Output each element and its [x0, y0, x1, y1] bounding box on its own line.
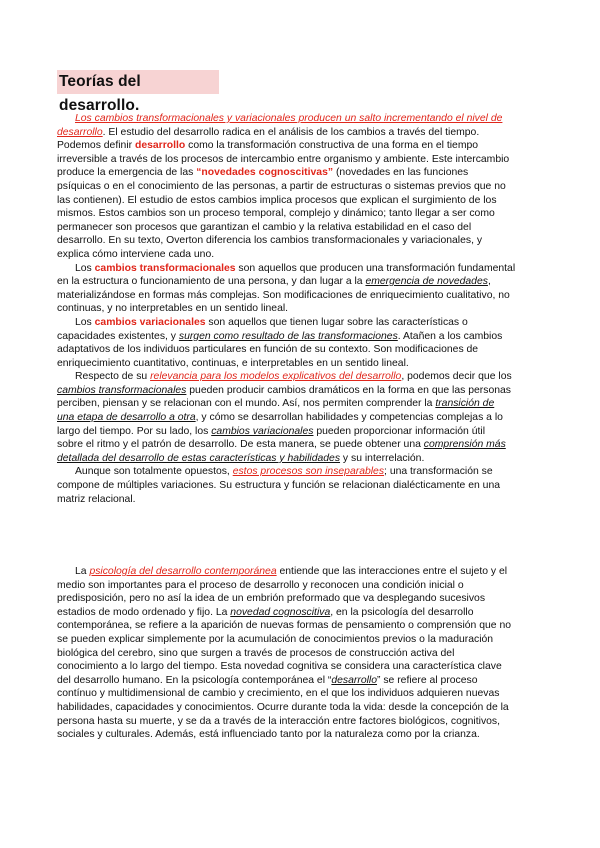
emphasis-underlined: una etapa de desarrollo a otra — [57, 412, 196, 424]
text-run: son aquellos que tienen lugar sobre las características o — [205, 316, 468, 328]
text-run: , — [487, 276, 491, 288]
emphasis-underlined: detallada del desarrollo de estas características y habilidades — [57, 452, 341, 464]
text-run: contínuo y multidimensional de cambio y crecimiento, en el que los individuos adquieren nuevas — [57, 688, 500, 700]
text-run: capacidades existentes, y — [57, 330, 179, 342]
text-run: explica cómo interviene cada uno. — [57, 248, 215, 260]
text-run: mismos. Estos cambios son un proceso temporal, complejo y dinámico; tanto llegar a ser como — [57, 208, 495, 220]
text-run: como la transformación constructiva de una forma en el tiempo — [185, 140, 479, 152]
emphasis-underlined: surgen como resultado de las transformaciones — [178, 330, 398, 342]
text-run: y su interrelación. — [340, 452, 425, 464]
emphasis-underlined: comprensión más — [423, 439, 506, 451]
text-run: continuas, y no interpretables en un sentido lineal. — [57, 303, 289, 315]
text-run: persona hasta su muerte, y se da a través de la interacción entre factores biológicos, cognitivos, — [57, 715, 500, 727]
text-run: conocimiento a lo largo del tiempo. Esta novedad cognitiva se considera una característica clave — [57, 661, 502, 673]
paragraph — [57, 465, 542, 506]
text-run: sobre el ritmo y el patrón de desarrollo. De esta manera, se puede obtener una — [57, 439, 424, 451]
highlight-underlined-red: desarrollo — [57, 126, 103, 138]
highlight-underlined-red: estos procesos son inseparables — [232, 466, 385, 478]
paragraph — [57, 262, 542, 316]
text-line — [57, 579, 542, 593]
emphasis-underlined: transición de — [435, 398, 495, 410]
text-run: La — [75, 566, 90, 577]
text-run: ; una transformación se — [384, 466, 493, 478]
emphasis-underlined: novedad cognoscitiva — [230, 606, 331, 618]
highlight-underlined-red: Los cambios transformacionales y variacionales producen un salto incrementando el nivel de — [75, 113, 503, 124]
text-run: del desarrollo humano. En la psicología contemporánea el “ — [57, 674, 332, 686]
highlight-underlined-red: psicología del desarrollo contemporánea — [89, 566, 277, 577]
text-run: Los — [75, 262, 95, 274]
text-line — [57, 701, 542, 715]
text-line — [57, 633, 542, 647]
text-line — [57, 316, 542, 330]
emphasis-underlined: desarrollo — [331, 674, 378, 686]
text-run: materializándose en formas más complejas. Son modificaciones de enriquecimiento cualitativo, no — [57, 289, 510, 301]
text-line — [57, 275, 542, 289]
text-line — [57, 180, 542, 194]
text-line — [57, 207, 542, 221]
text-run: sociales y culturales. Además, está influenciado tanto por la naturaleza como por la crianza. — [57, 729, 480, 741]
text-line — [57, 302, 542, 316]
text-run: perciben, piensan y se relacionan con el mundo. Así, nos permiten comprender la — [57, 398, 436, 410]
text-line — [57, 330, 542, 344]
text-line — [57, 479, 542, 493]
key-term: desarrollo — [134, 140, 186, 152]
text-run: produce la emergencia de las — [57, 167, 197, 179]
text-run: pueden producir cambios dramáticos en la forma en que las personas — [186, 384, 511, 396]
text-line — [57, 153, 542, 167]
text-run: medio son importantes para el proceso de desarrollo y reconocen una condición inicial o — [57, 579, 464, 591]
section-contemporary-psychology — [57, 565, 542, 742]
text-run: enriquecimiento cuantitativo, continuas, e interpretables en un sentido lineal. — [57, 357, 409, 369]
emphasis-underlined: cambios variacionales — [211, 425, 314, 437]
key-term: cambios variacionales — [94, 316, 206, 328]
text-line — [57, 465, 542, 479]
text-run: Podemos definir — [57, 140, 135, 152]
text-line — [57, 647, 542, 661]
text-run: estadios de modo ordenado y fijo. La — [57, 606, 231, 618]
text-line — [57, 139, 542, 153]
text-run: son aquellos que producen una transformación fundamental — [235, 262, 516, 274]
text-line — [57, 565, 542, 579]
text-line — [57, 660, 542, 674]
text-run: irreversible a través de los procesos de intercambio entre organismo y ambiente. Este intercambio — [57, 153, 510, 165]
text-run: adaptativos de los individuos particulares en función de su contexto. Son modificaciones de — [57, 344, 479, 356]
text-run: en la estructura o funcionamiento de una persona, y dan lugar a la — [57, 276, 366, 288]
text-run: contemporánea, se refiere a la aparición de nuevas formas de pensamiento o comprensión que no — [57, 620, 512, 632]
text-run: Aunque son totalmente opuestos, — [75, 466, 233, 478]
text-line — [57, 674, 542, 688]
text-run: , podemos decir que los — [401, 371, 512, 383]
text-run: pueden proporcionar información útil — [313, 425, 486, 437]
text-line — [57, 221, 542, 235]
emphasis-underlined: emergencia de novedades — [365, 276, 488, 288]
paragraph — [57, 316, 542, 370]
text-line — [57, 592, 542, 606]
text-run: psíquicas o en el conocimiento de las personas, a partir de estructuras o sistemas previos que no — [57, 180, 506, 192]
key-term: “novedades cognoscitivas” — [196, 167, 334, 179]
text-line — [57, 606, 542, 620]
highlight-underlined-red: relevancia para los modelos explicativos del desarrollo — [150, 371, 402, 383]
text-run: . El estudio del desarrollo radica en el análisis de los cambios a través del tiempo. — [102, 126, 480, 138]
text-line — [57, 248, 542, 262]
key-term: cambios transformacionales — [94, 262, 236, 274]
text-line — [57, 262, 542, 276]
paragraph — [57, 112, 542, 262]
text-line — [57, 397, 542, 411]
text-run: Los — [75, 316, 95, 328]
text-line — [57, 289, 542, 303]
text-line — [57, 234, 542, 248]
text-line — [57, 126, 542, 140]
text-run: habilidades, capacidades y conocimientos. Ocurre durante toda la vida: desde la concepción de la — [57, 701, 509, 713]
text-run: compone de múltiples variaciones. Su estructura y función se relacionan dialécticamente en una — [57, 480, 501, 492]
emphasis-underlined: cambios transformacionales — [57, 384, 187, 396]
text-line — [57, 493, 542, 507]
text-run: se pueden explicar simplemente por la acumulación de conocimientos previos o la maduración — [57, 633, 494, 645]
text-run: predisposición, pero no así la idea de un embrión preformado que va desplegando sucesivos — [57, 593, 486, 605]
text-line — [57, 384, 542, 398]
text-run: ” se refiere al proceso — [377, 674, 478, 686]
text-line — [57, 715, 542, 729]
text-line — [57, 357, 542, 371]
text-run: largo del tiempo. Por su lado, los — [57, 425, 212, 437]
page-title: Teorías del desarrollo. — [57, 70, 219, 94]
text-run: . Atañen a los cambios — [397, 330, 503, 342]
text-run: biológica del cerebro, sino que surgen a través de procesos de construcción activa del — [57, 647, 455, 659]
text-line — [57, 166, 542, 180]
text-line — [57, 687, 542, 701]
text-line — [57, 728, 542, 742]
text-run: desarrollo. En su texto, Overton diferencia los cambios transformacionales y variacionales, y — [57, 235, 483, 247]
text-run: permanecer son procesos que garantizan el cambio y la relativa estabilidad en el caso del — [57, 221, 472, 233]
text-run: , y cómo se desarrollan habilidades y competencias complejas a lo — [195, 412, 503, 424]
text-line — [57, 452, 542, 466]
text-line — [57, 619, 542, 633]
text-line — [57, 425, 542, 439]
text-line — [57, 411, 542, 425]
text-run: , en la psicología del desarrollo — [330, 606, 474, 618]
text-run: Respecto de su — [75, 371, 151, 383]
text-line — [57, 438, 542, 452]
text-line — [57, 112, 542, 126]
section-overton-changes — [57, 112, 542, 506]
text-line — [57, 194, 542, 208]
text-run: las contienen). El estudio de estos cambios implica procesos que explican el surgimiento de los — [57, 194, 497, 206]
text-run: (novedades en las funciones — [333, 167, 469, 179]
text-run: matriz relacional. — [57, 493, 136, 505]
text-run: entiende que las interacciones entre el sujeto y el — [276, 566, 508, 577]
text-line — [57, 370, 542, 384]
paragraph — [57, 370, 542, 465]
paragraph — [57, 565, 542, 742]
text-line — [57, 343, 542, 357]
